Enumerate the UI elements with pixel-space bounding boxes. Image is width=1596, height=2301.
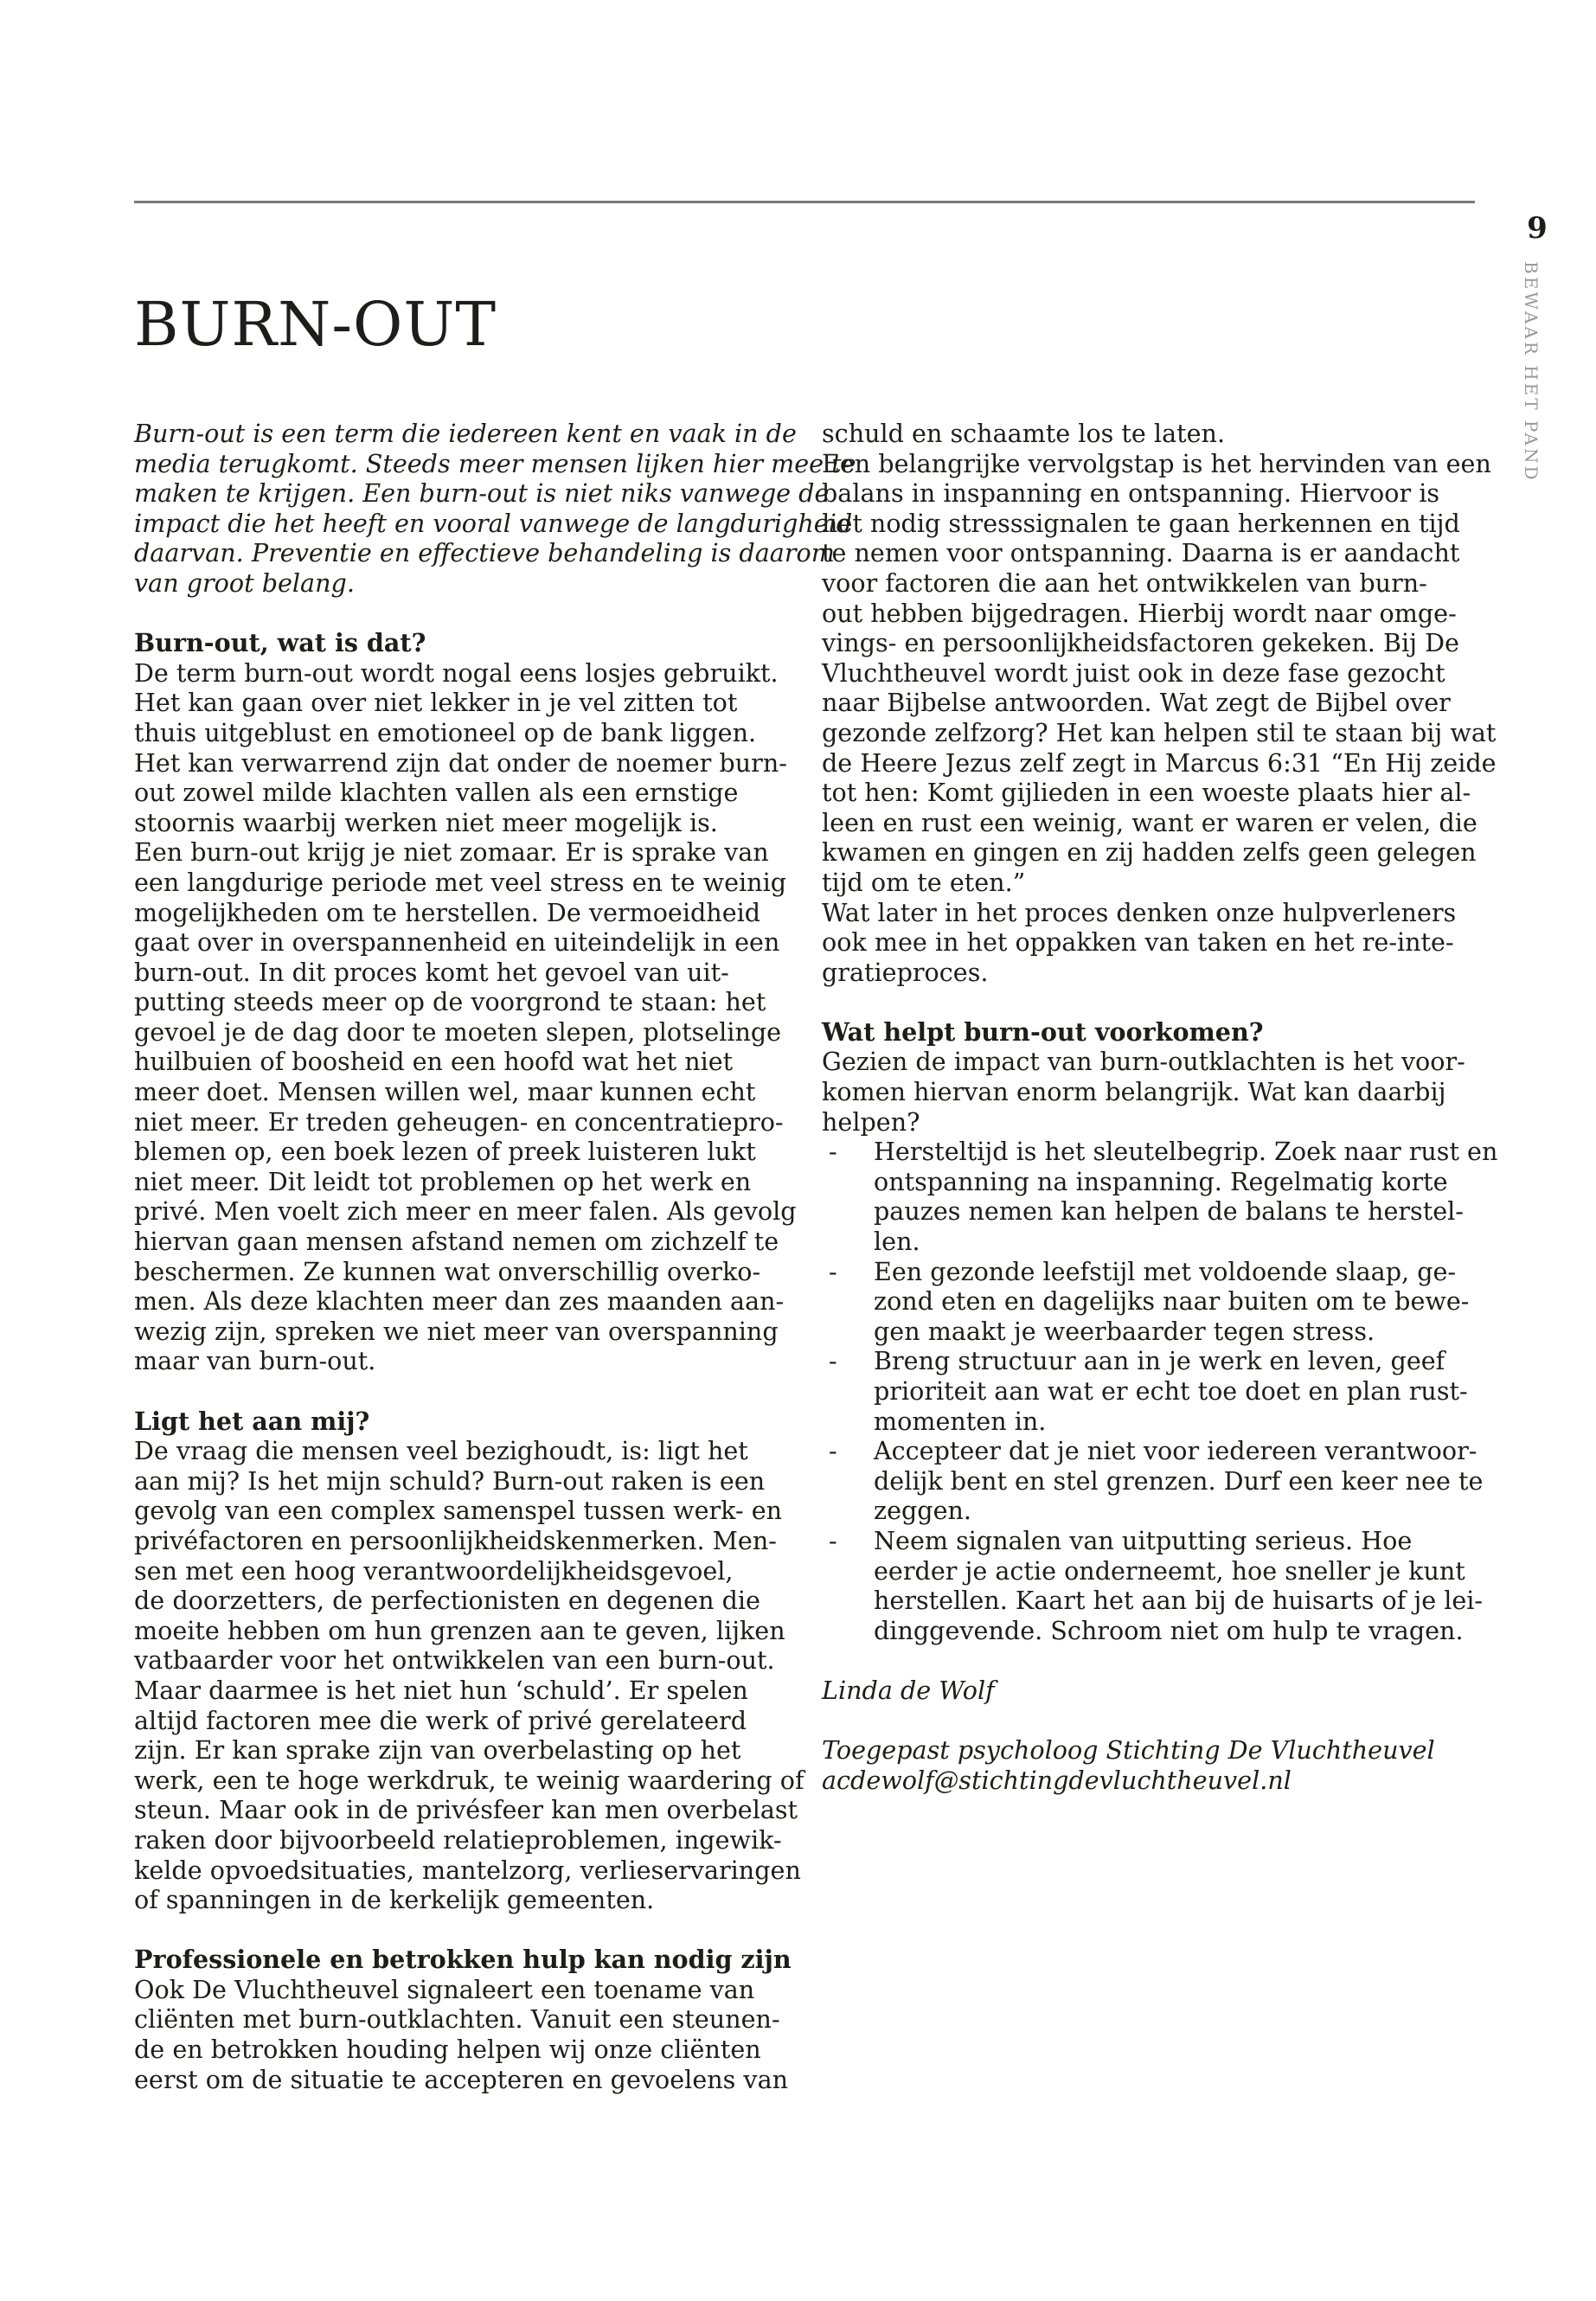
text-line: niet meer. Dit leidt tot problemen op het werk en [134,1166,752,1196]
text-line: zond eten en dagelijks naar buiten om te bewe- [874,1286,1470,1317]
text-line: leen en rust een weinig, want er waren er velen, die [822,807,1477,837]
text-line: eerst om de situatie te accepteren en gevoelens van [134,2064,789,2094]
text-line: helpen? [822,1106,920,1137]
text-line: komen hiervan enorm belangrijk. Wat kan daarbij [822,1077,1446,1107]
text-line: len. [874,1227,920,1257]
text-line: Burn-out is een term die iedereen kent en vaak in de [134,419,797,448]
text-line: Een burn-out krijg je niet zomaar. Er is sprake van [134,837,769,868]
header-rule [134,201,1475,203]
text-line: men. Als deze klachten meer dan zes maanden aan- [134,1286,785,1317]
author-affiliation: Toegepast psycholoog Stichting De Vluchtheuvel [822,1735,1435,1766]
left-column [134,419,856,2094]
text-line: privéfactoren en persoonlijkheidskenmerken. Men- [134,1525,777,1555]
bullet-dash: - [829,1436,837,1466]
text-line: Hersteltijd is het sleutelbegrip. Zoek naar rust en [874,1137,1498,1167]
text-line: putting steeds meer op de voorgrond te staan: het [134,987,766,1017]
text-line: werk, een te hoge werkdruk, te weinig waardering of [134,1765,804,1795]
text-line: Ook De Vluchtheuvel signaleert een toename van [134,1974,755,2004]
text-line: thuis uitgeblust en emotioneel op de bank liggen. [134,717,757,747]
text-line: De term burn-out wordt nogal eens losjes gebruikt. [134,657,779,688]
text-line: te nemen voor ontspanning. Daarna is er aandacht [822,538,1460,568]
section-heading: Ligt het aan mij? [134,1406,370,1436]
text-line: moeite hebben om hun grenzen aan te geven, lijken [134,1615,785,1645]
text-line: beschermen. Ze kunnen wat onverschillig overko- [134,1256,761,1286]
text-line: wezig zijn, spreken we niet meer van overspanning [134,1316,779,1346]
text-line: blemen op, een boek lezen of preek luisteren lukt [134,1137,756,1167]
text-line: of spanningen in de kerkelijk gemeenten. [134,1885,655,1915]
text-line: naar Bijbelse antwoorden. Wat zegt de Bijbel over [822,688,1451,718]
bullet-item [822,1525,1484,1645]
text-line: Het kan gaan over niet lekker in je vel zitten tot [134,688,738,718]
text-line: privé. Men voelt zich meer en meer falen. Als gevolg [134,1196,797,1227]
text-line: het nodig stresssignalen te gaan herkennen en tijd [822,508,1460,538]
text-line: burn-out. In dit proces komt het gevoel van uit- [134,957,729,987]
bullet-dash: - [829,1256,837,1286]
text-line: voor factoren die aan het ontwikkelen van burn- [822,567,1427,598]
bullet-dash: - [829,1346,837,1376]
text-line: tijd om te eten.” [822,867,1026,897]
section-heading: Burn-out, wat is dat? [134,628,426,658]
text-line: altijd factoren mee die werk of privé gerelateerd [134,1705,747,1735]
text-line: schuld en schaamte los te laten. [822,419,1226,448]
text-line: zijn. Er kan sprake zijn van overbelasting op het [134,1735,741,1766]
text-line: dinggevende. Schroom niet om hulp te vragen. [874,1615,1464,1645]
text-line: gevolg van een complex samenspel tussen werk- en [134,1496,783,1526]
bullet-dash: - [829,1137,837,1167]
text-line: vings- en persoonlijkheidsfactoren gekeken. Bij De [822,628,1459,658]
text-line: herstellen. Kaart het aan bij de huisarts of je lei- [874,1586,1484,1616]
text-line: zeggen. [874,1496,972,1526]
text-line: gezonde zelfzorg? Het kan helpen stil te staan bij wat [822,717,1497,747]
text-line: raken door bijvoorbeeld relatieproblemen, ingewik- [134,1824,782,1855]
author-name: Linda de Wolf [822,1675,995,1705]
text-line: pauzes nemen kan helpen de balans te herstel- [874,1196,1464,1227]
text-line: de doorzetters, de perfectionisten en degenen die [134,1586,760,1616]
section-body [822,1047,1479,1137]
text-line: delijk bent en stel grenzen. Durf een keer nee te [874,1465,1484,1496]
text-line: out hebben bijgedragen. Hierbij wordt naar omge- [822,598,1457,628]
text-line: aan mij? Is het mijn schuld? Burn-out raken is een [134,1465,766,1496]
text-line: sen met een hoog verantwoordelijkheidsgevoel, [134,1555,734,1586]
text-line: impact die het heeft en vooral vanwege de langdurigheid [134,508,853,538]
text-line: de Heere Jezus zelf zegt in Marcus 6:31 “En Hij zeide [822,747,1497,778]
text-line: momenten in. [874,1406,1047,1436]
bullet-item [822,1137,1498,1257]
running-head: BEWAAR HET PAND [1521,261,1542,483]
bullet-item [822,1436,1484,1526]
bullet-item [822,1257,1479,1347]
text-line: tot hen: Komt gijlieden in een woeste plaats hier al- [822,778,1471,808]
text-line: mogelijkheden om te herstellen. De vermoeidheid [134,897,761,927]
text-line: hiervan gaan mensen afstand nemen om zichzelf te [134,1227,779,1257]
text-line: niet meer. Er treden geheugen- en concentratiepro- [134,1106,784,1137]
page-number: 9 [1527,211,1548,246]
text-line: gen maakt je weerbaarder tegen stress. [874,1316,1375,1346]
text-line: Gezien de impact van burn-outklachten is het voor- [822,1047,1465,1077]
text-line: Wat later in het proces denken onze hulpverleners [822,897,1457,927]
section-body [134,1436,804,1915]
text-line: Neem signalen van uitputting serieus. Hoe [874,1525,1413,1555]
text-line: maar van burn-out. [134,1346,376,1376]
text-line: een langdurige periode met veel stress en te weinig [134,867,787,897]
intro-paragraph [134,419,856,599]
text-line: cliënten met burn-outklachten. Vanuit een steunen- [134,2004,780,2035]
right-column [822,419,1498,1795]
text-line: Vluchtheuvel wordt juist ook in deze fase gezocht [822,657,1445,688]
text-line: Maar daarmee is het niet hun ‘schuld’. Er spelen [134,1675,748,1705]
text-line: gratieproces. [822,957,989,987]
author-email: acdewolf@stichtingdevluchtheuvel.nl [822,1765,1292,1795]
text-line: huilbuien of boosheid en een hoofd wat het niet [134,1047,734,1077]
text-line: stoornis waarbij werken niet meer mogelijk is. [134,807,718,837]
text-line: kwamen en gingen en zij hadden zelfs geen gelegen [822,837,1477,868]
text-line: van groot belang. [134,567,355,598]
text-line: vatbaarder voor het ontwikkelen van een burn-out. [134,1645,775,1676]
text-line: Breng structuur aan in je werk en leven, geef [874,1346,1445,1376]
section-heading: Wat helpt burn-out voorkomen? [822,1016,1264,1047]
text-line: media terugkomt. Steeds meer mensen lijken hier mee te [134,448,856,478]
text-line: maken te krijgen. Een burn-out is niet niks vanwege de [134,478,830,509]
text-line: daarvan. Preventie en effectieve behandeling is daarom [134,538,835,568]
text-line: Accepteer dat je niet voor iedereen verantwoor- [874,1436,1477,1466]
text-line: eerder je actie onderneemt, hoe sneller je kunt [874,1555,1465,1586]
bullet-dash: - [829,1525,837,1555]
text-line: de en betrokken houding helpen wij onze cliënten [134,2035,761,2065]
text-line: out zowel milde klachten vallen als een ernstige [134,778,739,808]
text-line: ook mee in het oppakken van taken en het re-inte- [822,927,1454,958]
text-line: prioriteit aan wat er echt toe doet en plan rust- [874,1376,1468,1406]
page-title: BURN-OUT [134,289,497,360]
text-line: meer doet. Mensen willen wel, maar kunnen echt [134,1077,756,1107]
text-line: Een gezonde leefstijl met voldoende slaap, ge- [874,1256,1457,1286]
text-line: De vraag die mensen veel bezighoudt, is: ligt het [134,1436,748,1466]
section-body [134,657,797,1376]
bullet-item [822,1346,1479,1436]
section-body [822,419,1497,987]
text-line: Het kan verwarrend zijn dat onder de noemer burn- [134,747,787,778]
bullet-list [822,1137,1498,1645]
section-body [134,1974,789,2094]
text-line: kelde opvoedsituaties, mantelzorg, verlieservaringen [134,1855,801,1885]
text-line: steun. Maar ook in de privésfeer kan men overbelast [134,1795,798,1825]
text-line: gevoel je de dag door te moeten slepen, plotselinge [134,1016,782,1047]
text-line: balans in inspanning en ontspanning. Hiervoor is [822,478,1440,509]
text-line: gaat over in overspannenheid en uiteindelijk in een [134,927,780,958]
text-line: Een belangrijke vervolgstap is het hervinden van een [822,448,1491,478]
text-line: ontspanning na inspanning. Regelmatig korte [874,1166,1448,1196]
section-heading: Professionele en betrokken hulp kan nodig zijn [134,1945,792,1975]
